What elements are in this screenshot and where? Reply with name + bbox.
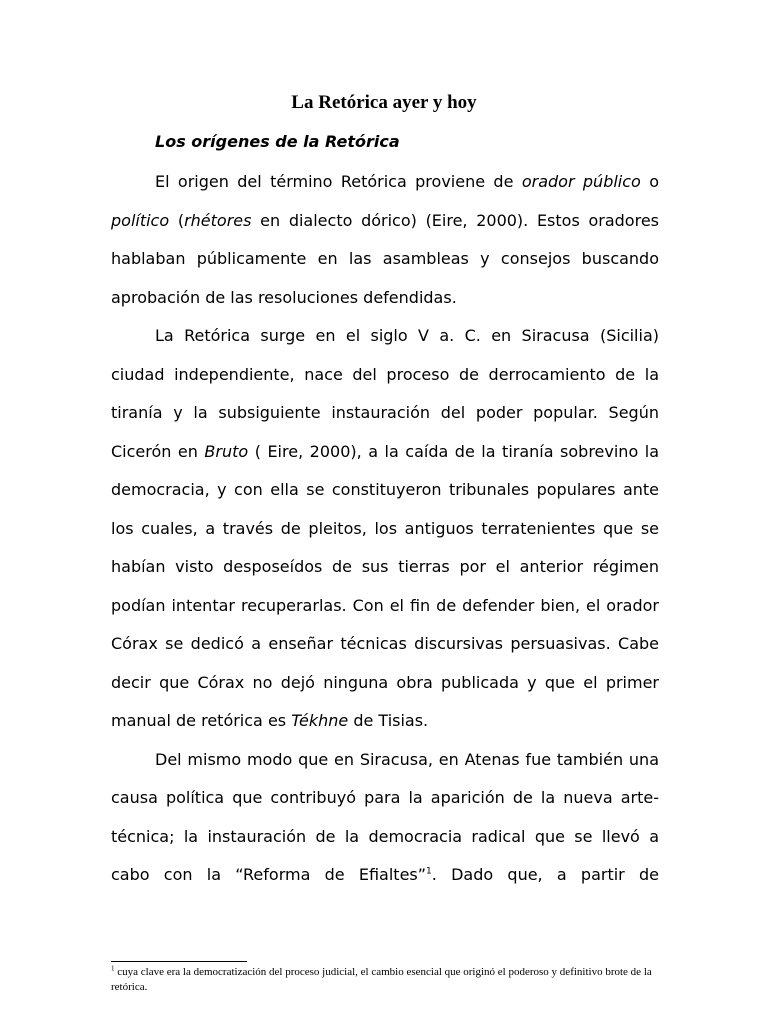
- paragraph-1-text-3: (: [169, 210, 185, 230]
- paragraph-3-text-2: . Dado que, a partir de: [431, 865, 660, 884]
- paragraph-3: [111, 741, 659, 895]
- paragraph-1: [111, 163, 659, 317]
- paragraph-2-text-2: ( Eire, 2000), a la caída de la tiranía sobrevino la democracia, y con ella se constituyeron tribunales populares ante los cuales, a través de pleitos, los antiguos terratenientes que se habían visto desposeídos de sus tierras por el anterior régimen podían intentar recuperarlas. Con el fin de defender bien, el orador Córax se dedicó a enseñar técnicas discursivas persuasivas. Cabe decir que Córax no dejó ninguna obra publicada y que el primer manual de retórica es: [111, 441, 659, 730]
- paragraph-1-text-4: en dialecto dórico) (Eire, 2000). Estos oradores hablaban públicamente en las asambleas y consejos buscando aprobación de las resoluciones defendidas.: [111, 210, 659, 307]
- footnote-text: cuya clave era la democratización del proceso judicial, el cambio esencial que originó el poderoso y definitivo brote de la retórica.: [111, 966, 652, 993]
- paragraph-3-text-1: Del mismo modo que en Siracusa, en Atenas fue también una causa política que contribuyó para la aparición de la nueva arte-técnica; la instauración de la democracia radical que se llevó a cabo con la “Reforma de Efialtes”: [111, 749, 659, 884]
- paragraph-1-text-1: El origen del término Retórica proviene de: [155, 172, 522, 191]
- paragraph-2-italic-1: Bruto: [204, 441, 249, 461]
- footnote-marker: 1: [111, 964, 115, 973]
- section-heading: Los orígenes de la Retórica: [155, 132, 400, 151]
- paragraph-2-text-3: de Tisias.: [348, 711, 429, 730]
- paragraph-1-italic-3: rhétores: [184, 210, 252, 230]
- footnote-reference[interactable]: 1: [426, 866, 432, 877]
- paragraph-2-text-1: La Retórica surge en el siglo V a. C. en Siracusa (Sicilia) ciudad independiente, nace del proceso de derrocamiento de la tiranía y la subsiguiente instauración del poder popular. Según Cicerón en: [111, 326, 659, 461]
- paragraph-1-text-2: o: [640, 172, 660, 191]
- paragraph-2: [111, 317, 659, 741]
- paragraph-2-italic-2: Tékhne: [291, 711, 349, 730]
- footnote-separator: [111, 961, 247, 962]
- document-title: La Retórica ayer y hoy: [291, 92, 477, 113]
- paragraph-1-italic-2: político: [111, 210, 170, 230]
- footnote: [111, 965, 659, 995]
- document-body: [111, 163, 659, 895]
- paragraph-1-italic-1: orador público: [521, 172, 641, 191]
